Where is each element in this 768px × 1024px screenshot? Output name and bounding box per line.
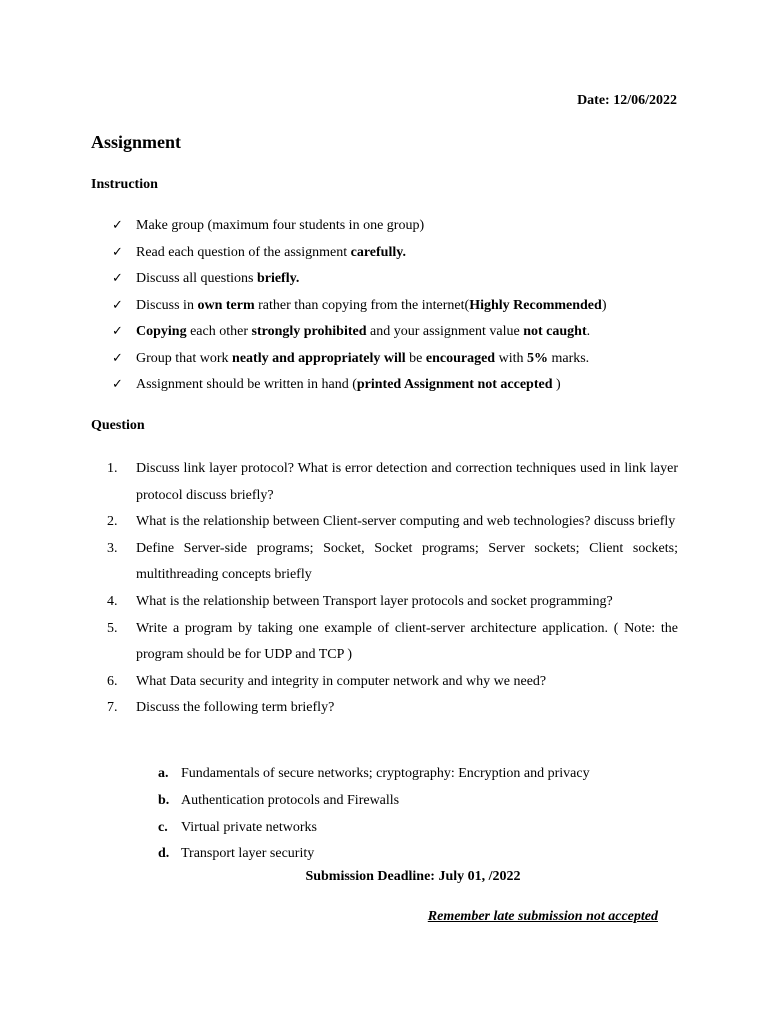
instruction-text: Read each question of the assignment carefully. xyxy=(136,244,406,260)
instruction-heading: Instruction xyxy=(91,177,158,192)
subtopic-label: a. xyxy=(158,766,169,781)
question-number: 2. xyxy=(107,514,118,530)
subtopic-label: d. xyxy=(158,846,170,862)
subtopic-label: c. xyxy=(158,819,168,835)
instruction-text: Group that work neatly and appropriately will be encouraged with 5% marks. xyxy=(136,350,590,366)
instruction-text: Copying each other strongly prohibited and your assignment value not caught. xyxy=(136,324,591,339)
subtopic-item xyxy=(158,815,678,842)
question-text: What Data security and integrity in computer network and why we need? xyxy=(136,673,547,689)
question-number: 1. xyxy=(107,461,118,476)
question-text: Discuss link layer protocol? What is error detection and correction techniques used in link layer protocol discuss briefly? xyxy=(136,461,678,503)
question-number: 3. xyxy=(107,540,118,556)
instruction-text: Discuss in own term rather than copying from the internet(Highly Recommended) xyxy=(136,297,607,313)
question-number: 5. xyxy=(107,620,118,636)
question-list xyxy=(107,456,678,722)
subtopic-text: Transport layer security xyxy=(181,846,315,862)
question-text: What is the relationship between Client-server computing and web technologies? discuss briefly xyxy=(136,514,676,530)
subtopic-text: Authentication protocols and Firewalls xyxy=(181,792,400,808)
subtopic-text: Fundamentals of secure networks; cryptography: Encryption and privacy xyxy=(181,766,590,781)
page-title: Assignment xyxy=(91,132,182,152)
checkmark-icon: ✓ xyxy=(112,218,123,233)
date-line: Date: 12/06/2022 xyxy=(577,93,677,108)
checkmark-icon: ✓ xyxy=(112,297,123,313)
checkmark-icon: ✓ xyxy=(112,350,123,366)
question-item xyxy=(107,695,678,722)
question-item xyxy=(107,616,678,669)
subtopic-label: b. xyxy=(158,792,170,808)
checkmark-icon: ✓ xyxy=(112,377,123,392)
late-submission-note: Remember late submission not accepted xyxy=(427,909,658,924)
question-text: What is the relationship between Transport layer protocols and socket programming? xyxy=(136,593,613,609)
question-text: Discuss the following term briefly? xyxy=(136,700,335,716)
question-number: 4. xyxy=(107,593,118,609)
instruction-item xyxy=(112,217,692,244)
instruction-item xyxy=(112,244,692,271)
question-item xyxy=(107,589,678,616)
question-number: 6. xyxy=(107,673,118,689)
checkmark-icon: ✓ xyxy=(112,244,123,260)
submission-deadline: Submission Deadline: July 01, /2022 xyxy=(305,869,521,884)
question-heading: Question xyxy=(91,418,145,433)
instruction-item xyxy=(112,376,692,403)
question-item xyxy=(107,536,678,589)
question-item xyxy=(107,669,678,696)
question-text: Define Server-side programs; Socket, Socket programs; Server sockets; Client sockets; multithreading concepts briefly xyxy=(136,540,678,583)
instruction-text: Assignment should be written in hand (printed Assignment not accepted ) xyxy=(136,377,561,392)
question-item xyxy=(107,456,678,509)
question-item xyxy=(107,509,678,536)
subtopic-list xyxy=(158,761,678,868)
question-text: Write a program by taking one example of client-server architecture application. ( Note: the program should be for UDP and TCP ) xyxy=(136,620,678,663)
subtopic-item xyxy=(158,788,678,815)
subtopic-item xyxy=(158,841,678,868)
subtopic-text: Virtual private networks xyxy=(181,819,318,835)
checkmark-icon: ✓ xyxy=(112,271,123,286)
instruction-item xyxy=(112,350,692,377)
question-number: 7. xyxy=(107,700,118,716)
instruction-item xyxy=(112,323,692,350)
instruction-list xyxy=(112,217,692,403)
instruction-text: Discuss all questions briefly. xyxy=(136,271,300,286)
instruction-item xyxy=(112,297,692,324)
checkmark-icon: ✓ xyxy=(112,324,123,339)
subtopic-item xyxy=(158,761,678,788)
instruction-text: Make group (maximum four students in one group) xyxy=(136,218,425,233)
instruction-item xyxy=(112,270,692,297)
